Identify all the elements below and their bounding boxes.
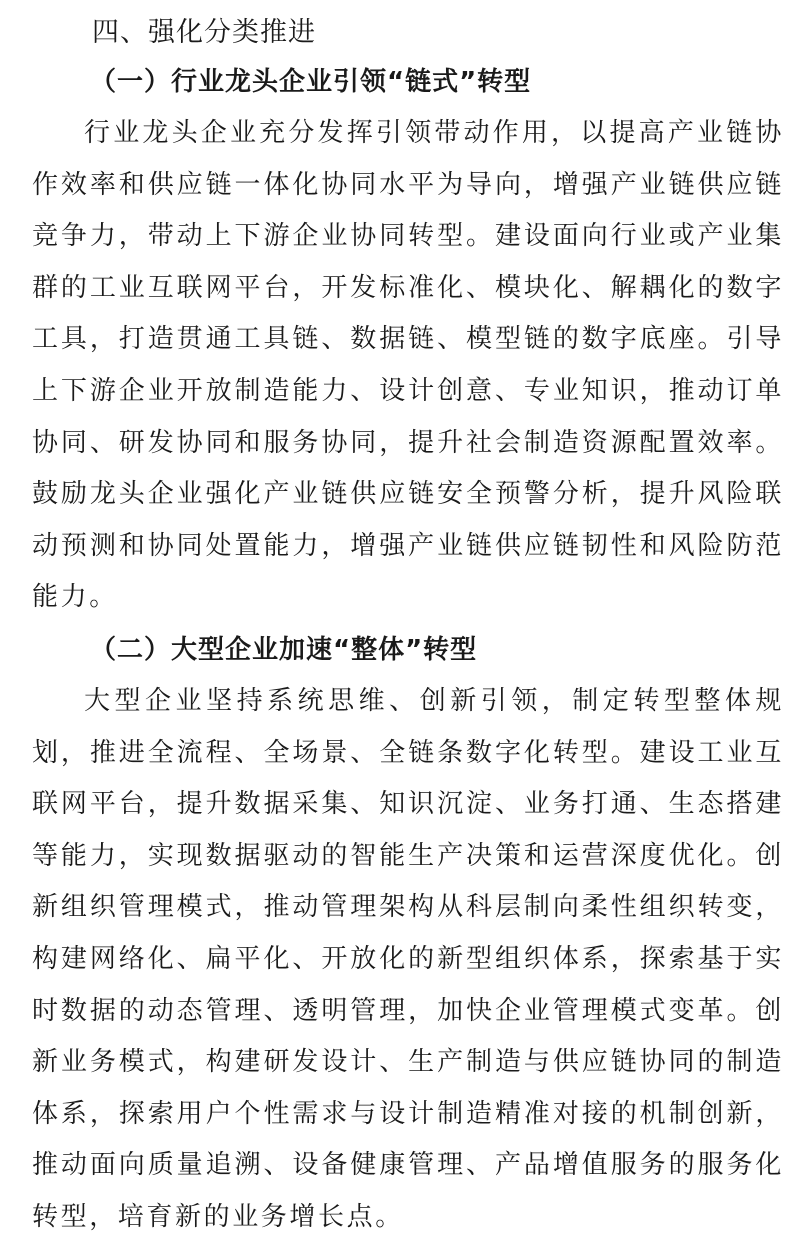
subsection-1-heading: （一）行业龙头企业引领“链式”转型 <box>90 67 532 97</box>
subsection-1 <box>32 56 784 624</box>
subsection-2-heading: （二）大型企业加速“整体”转型 <box>90 634 478 665</box>
subsection-2-body: 大型企业坚持系统思维、创新引领，制定转型整体规划，推进全流程、全场景、全链条数字化转型。建设工业互联网平台，提升数据采集、知识沉淀、业务打通、生态搭建等能力，实现数据驱动的智能生产决策和运营深度优化。创新组织管理模式，推动管理架构从科层制向柔性组织转变，构建网络化、扁平化、开放化的新型组织体系，探索基于实时数据的动态管理、透明管理，加快企业管理模式变革。创新业务模式，构建研发设计、生产制造与供应链协同的制造体系，探索用户个性需求与设计制造精准对接的机制创新，推动面向质量追溯、设备健康管理、产品增值服务的服务化转型，培育新的业务增长点。 <box>32 685 784 1232</box>
subsection-2 <box>32 624 784 1243</box>
section-title: 四、强化分类推进 <box>92 17 316 48</box>
subsection-1-body: 行业龙头企业充分发挥引领带动作用，以提高产业链协作效率和供应链一体化协同水平为导向，增强产业链供应链竞争力，带动上下游企业协同转型。建设面向行业或产业集群的工业互联网平台，开发标准化、模块化、解耦化的数字工具，打造贯通工具链、数据链、模型链的数字底座。引导上下游企业开放制造能力、设计创意、专业知识，推动订单协同、研发协同和服务协同，提升社会制造资源配置效率。鼓励龙头企业强化产业链供应链安全预警分析，提升风险联动预测和协同处置能力，增强产业链供应链韧性和风险防范能力。 <box>32 118 784 613</box>
